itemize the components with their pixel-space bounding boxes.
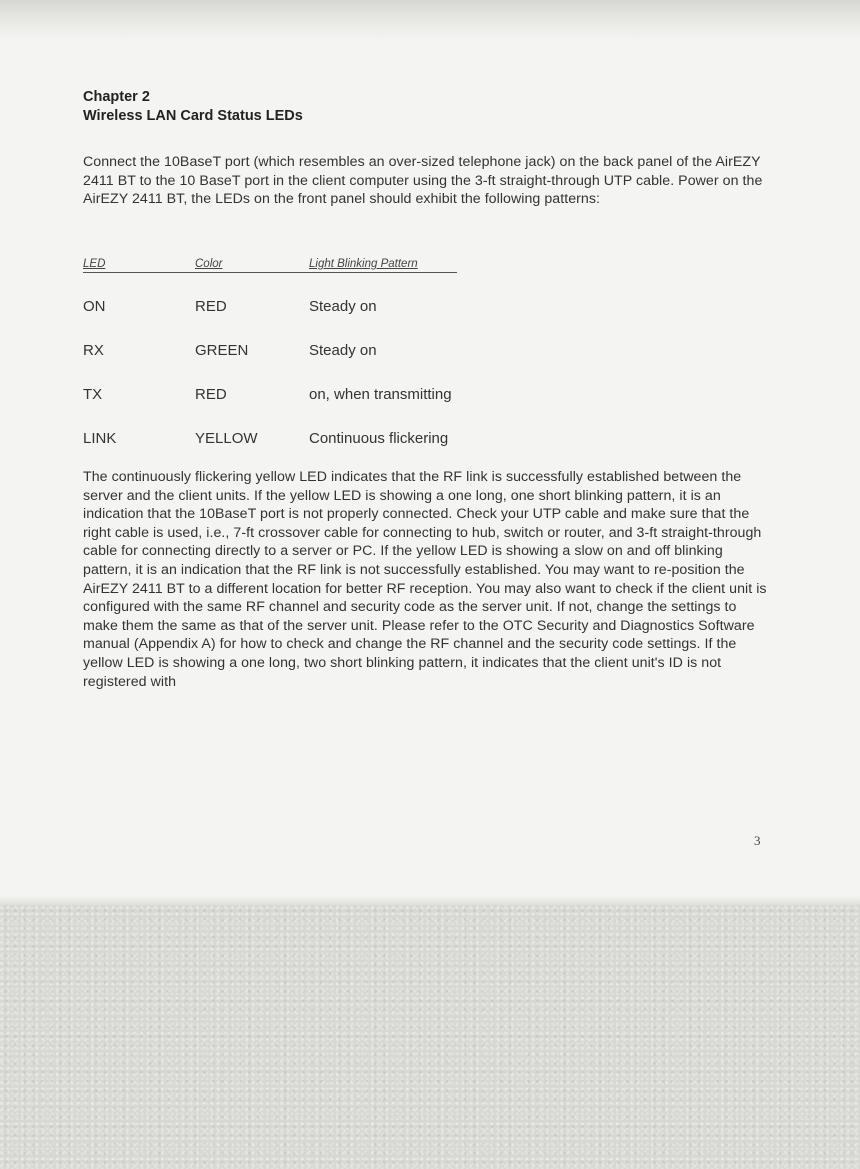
table-row — [83, 386, 773, 430]
chapter-label: Chapter 2 — [83, 89, 150, 105]
intro-paragraph: Connect the 10BaseT port (which resembles an over-sized telephone jack) on the back panel of the AirEZY 2411 BT to the 10 BaseT port in the client computer using the 3-ft straight-through UTP cable. Power on the AirEZY 2411 BT, the LEDs on the front panel should exhibit the following patterns: — [83, 154, 763, 208]
table-row — [83, 342, 773, 386]
header-color: Color — [195, 258, 223, 270]
led-name: RX — [83, 342, 104, 359]
scan-background-bottom — [0, 905, 860, 1169]
table-row — [83, 298, 773, 342]
led-name: TX — [83, 386, 103, 403]
led-color: RED — [195, 386, 227, 403]
body-paragraph: The continuously flickering yellow LED indicates that the RF link is successfully established between the server and the client units. If the yellow LED is showing a one long, one short blinking pattern, it is an indication that the 10BaseT port is not properly connected. Check your UTP cable and make sure that the right cable is used, i.e., 7-ft crossover cable for connecting to hub, switch or router, and 3-ft straight-through cable for connecting directly to a server or PC. If the yellow LED is showing a slow on and off blinking pattern, it is an indication that the RF link is not successfully established. You may want to re-position the AirEZY 2411 BT to a different location for better RF reception. You may also want to check if the client unit is configured with the same RF channel and security code as the server unit. If not, change the settings to make them the same as that of the server unit. Please refer to the OTC Security and Diagnostics Software manual (Appendix A) for how to check and change the RF channel and the security code settings. If the yellow LED is showing a one long, two short blinking pattern, it indicates that the client unit's ID is not registered with — [83, 469, 767, 690]
header-pattern: Light Blinking Pattern — [309, 258, 418, 270]
led-color: YELLOW — [195, 430, 258, 447]
led-pattern: Steady on — [309, 342, 377, 359]
header-led: LED — [83, 258, 106, 270]
document-page — [83, 88, 773, 690]
led-name: LINK — [83, 430, 117, 447]
header-underline — [83, 272, 457, 273]
table-header — [83, 258, 773, 276]
led-status-table — [83, 258, 773, 474]
page-number: 3 — [754, 833, 761, 848]
led-color: RED — [195, 298, 227, 315]
led-pattern: on, when transmitting — [309, 386, 452, 403]
led-color: GREEN — [195, 342, 249, 359]
scan-shadow-top — [0, 0, 860, 40]
led-name: ON — [83, 298, 106, 315]
led-pattern: Steady on — [309, 298, 377, 315]
section-title: Wireless LAN Card Status LEDs — [83, 108, 303, 124]
led-pattern: Continuous flickering — [309, 430, 449, 447]
